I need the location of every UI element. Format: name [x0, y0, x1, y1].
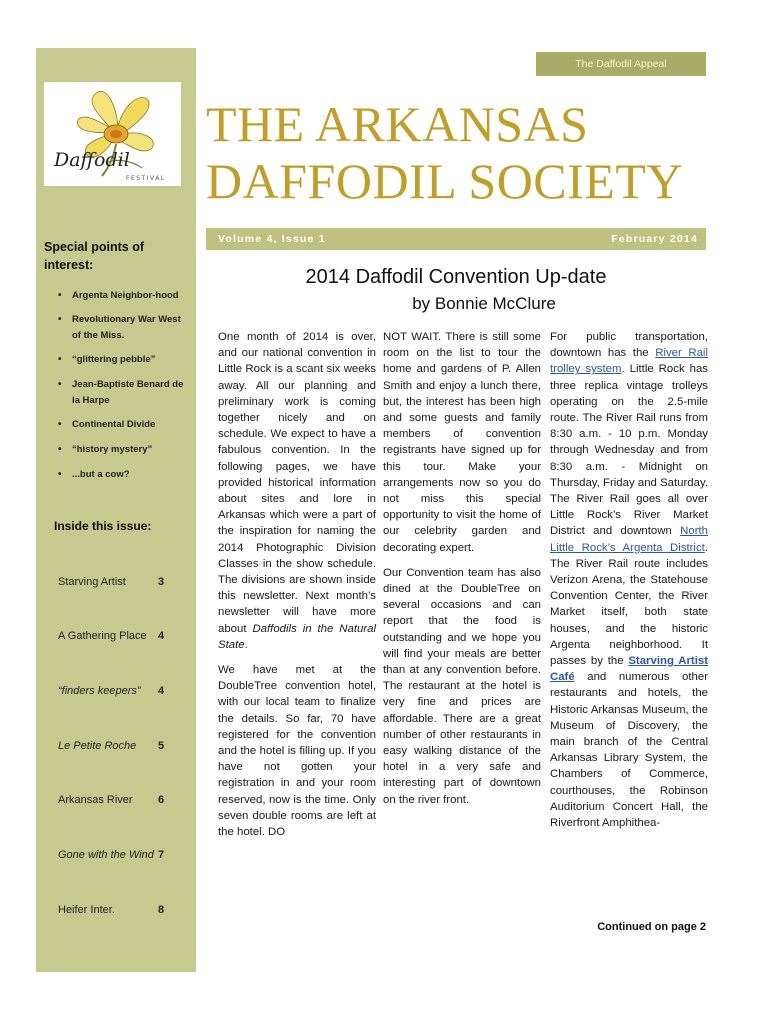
special-point-item: • ...but a cow? — [44, 467, 184, 483]
paragraph-text: and numerous other restaurants and hotels, the Historic Arkansas Museum, the Museum of Discovery, the main branch of the Central Arkansas Library System, the Chambers of Commerce, courthouses, the Robinson Auditorium Concert Hall, the Riverfront Amphithea- — [550, 671, 708, 830]
toc-page: 4 — [158, 630, 165, 642]
special-points-title: Special points of interest: — [44, 240, 145, 272]
article-title: 2014 Daffodil Convention Up-date — [305, 266, 607, 288]
masthead-line-1: THE ARKANSAS — [206, 96, 589, 152]
toc-label: Arkansas River — [58, 794, 133, 806]
toc-item[interactable] — [58, 575, 168, 589]
festival-logo — [44, 82, 181, 186]
masthead-line-2: DAFFODIL SOCIETY — [206, 153, 683, 209]
article-column-1 — [218, 329, 376, 849]
toc-item[interactable] — [58, 848, 168, 862]
paragraph-text: One month of 2014 is over, and our national convention in Little Rock is a scant six weeks away. All our planning and preliminary work is coming together nicely and on schedule. We expect to have a fabulous convention. In the following pages, we have provided historical information about sites and lore in Arkansas which were a part of the inspiration for naming the 2014 Photographic Division Classes in the show schedule. The divisions are shown inside this newsletter. Next month’s newsletter will have more about — [218, 331, 376, 635]
toc-item[interactable] — [58, 629, 168, 643]
special-point-item: • “history mystery” — [44, 442, 184, 458]
special-points-list — [44, 288, 184, 483]
sidebar-panel — [36, 48, 196, 972]
daffodil-flower-icon — [44, 82, 181, 186]
appeal-banner: The Daffodil Appeal — [536, 52, 706, 76]
svg-text:FESTIVAL: FESTIVAL — [126, 175, 166, 182]
svg-text:Daffodil: Daffodil — [54, 149, 130, 171]
starving-artist-link[interactable]: Starving Artist Café — [550, 655, 709, 684]
article-paragraph: We have met at the DoubleTree convention hotel, with our local team to finalize the details. So far, 70 have registered for the convention and the hotel is filling up. If you have not gotten your registration in and your room reserved, now is the time. Only seven double rooms are left at the hotel. DO — [218, 664, 376, 839]
toc-page: 8 — [158, 904, 165, 916]
toc-label: Gone with the Wind — [58, 849, 154, 861]
toc-page: 6 — [158, 794, 165, 806]
special-point-item: • Revolutionary War West of the Miss. — [44, 312, 184, 344]
river-rail-link[interactable]: River Rail trolley system — [550, 347, 708, 376]
masthead-title — [206, 96, 736, 210]
toc-page: 3 — [158, 576, 165, 588]
article-paragraph — [218, 329, 376, 653]
toc-page: 7 — [158, 849, 165, 861]
article-column-2 — [383, 329, 541, 817]
toc-label: A Gathering Place — [58, 630, 147, 642]
paragraph-text: For public transportation, downtown has the — [550, 331, 708, 360]
issue-bar — [206, 228, 706, 250]
inside-issue-title: Inside this issue: — [54, 519, 152, 533]
emphasis-text: Daffodils in the Natural State — [218, 622, 377, 651]
toc-item[interactable] — [58, 684, 168, 698]
paragraph-text: . — [244, 638, 248, 651]
toc-label: Le Petite Roche — [58, 740, 137, 752]
toc-label: Heifer Inter. — [58, 904, 115, 916]
special-point-item: • Argenta Neighbor-hood — [44, 288, 184, 304]
toc-page: 4 — [158, 685, 165, 697]
toc-item[interactable] — [58, 793, 168, 807]
argenta-district-link[interactable]: North Little Rock’s Argenta District — [550, 525, 708, 554]
toc-label: “finders keepers” — [58, 685, 141, 697]
special-point-item: • Continental Divide — [44, 417, 184, 433]
special-point-item: • Jean-Baptiste Benard de la Harpe — [44, 377, 184, 409]
volume-label: Volume 4, Issue 1 — [218, 233, 326, 245]
toc-item[interactable] — [58, 739, 168, 753]
toc-item[interactable] — [58, 903, 168, 917]
toc-label: Starving Artist — [58, 576, 126, 588]
article-column-3 — [550, 329, 708, 840]
article-paragraph — [550, 329, 708, 831]
article-paragraph: NOT WAIT. There is still some room on the list to tour the home and gardens of P. Allen Smith and enjoy a lunch there, but, the interest has been high and some guests and family members of convention registrants have signed up for this tour. Make your arrangements now so you do not miss this special opportunity to visit the home of our celebrity garden and decorating expert. — [383, 331, 541, 554]
paragraph-text: . Little Rock has three replica vintage trolleys operating on the 2.5-mile route. The River Rail runs from 8:30 a.m. - 10 p.m. Monday through Wednesday and from 8:30 a.m. - Midnight on Thursday, Friday and Saturday. The River Rail goes all over Little Rock’s River Market District and downtown — [550, 363, 709, 538]
issue-date: February 2014 — [611, 233, 698, 245]
paragraph-text: . The River Rail route includes Verizon Arena, the Statehouse Convention Center, the River Market itself, both state houses, and the historic Argenta neighborhood. It passes by the — [550, 541, 708, 668]
article-byline: by Bonnie McClure — [412, 294, 556, 313]
continued-note: Continued on page 2 — [597, 921, 706, 933]
special-point-item: • “glittering pebble” — [44, 352, 184, 368]
article-paragraph: Our Convention team has also dined at the DoubleTree on several occasions and can report that the food is outstanding and we hope you will find your meals are better than at any convention before. The restaurant at the hotel is very fine and prices are affordable. There are a great number of other restaurants in easy walking distance of the hotel in a very safe and interesting part of downtown on the river front. — [383, 566, 541, 806]
toc-page: 5 — [158, 740, 165, 752]
